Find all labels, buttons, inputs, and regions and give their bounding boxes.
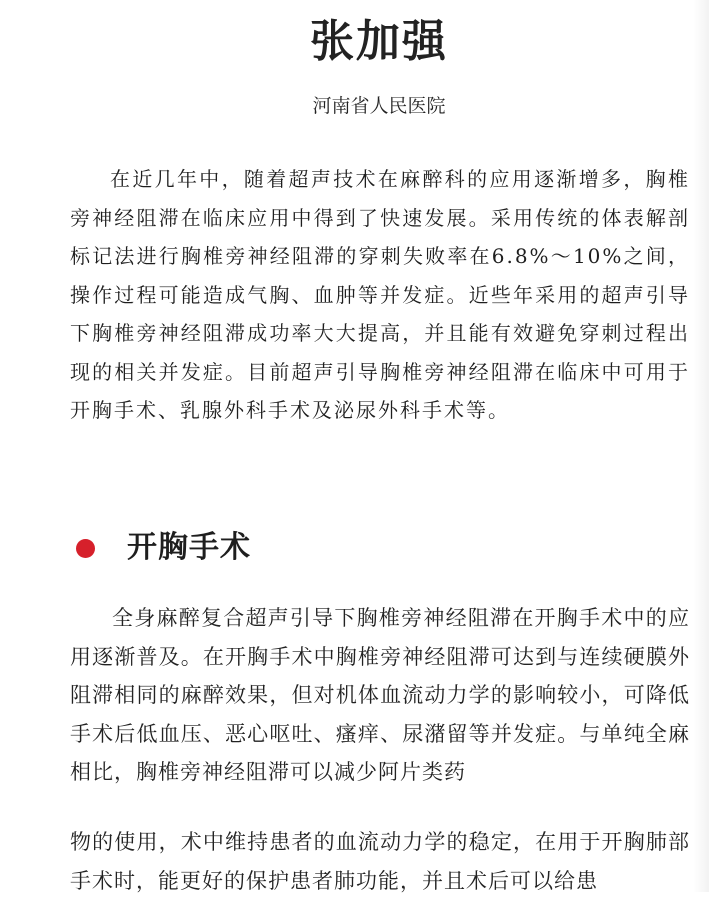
section-title: 开胸手术 (127, 530, 251, 565)
author-name: 张加强 (310, 16, 448, 67)
page-edge-shadow (693, 0, 709, 892)
section-paragraph: 全身麻醉复合超声引导下胸椎旁神经阻滞在开胸手术中的应用逐渐普及。在开胸手术中胸椎旁神经阻滞可达到与连续硬膜外阻滞相同的麻醉效果，但对机体血流动力学的影响较小，可降低手术后低血压、恶心呕吐、瘙痒、尿潴留等并发症。与单纯全麻相比，胸椎旁神经阻滞可以减少阿片类药 (70, 606, 690, 784)
section-paragraph-continued: 物的使用，术中维持患者的血流动力学的稳定，在用于开胸肺部手术时，能更好的保护患者肺功能，并且术后可以给患 (70, 830, 690, 893)
intro-paragraph: 在近几年中，随着超声技术在麻醉科的应用逐渐增多，胸椎旁神经阻滞在临床应用中得到了快速发展。采用传统的体表解剖标记法进行胸椎旁神经阻滞的穿刺失败率在6.8%～10%之间，操作过程可能造成气胸、血肿等并发症。近些年采用的超声引导下胸椎旁神经阻滞成功率大大提高，并且能有效避免穿刺过程出现的相关并发症。目前超声引导胸椎旁神经阻滞在临床中可用于开胸手术、乳腺外科手术及泌尿外科手术等。 (70, 167, 690, 422)
section-heading (76, 523, 251, 573)
red-bullet-icon (76, 539, 95, 558)
author-affiliation: 河南省人民医院 (312, 95, 446, 117)
